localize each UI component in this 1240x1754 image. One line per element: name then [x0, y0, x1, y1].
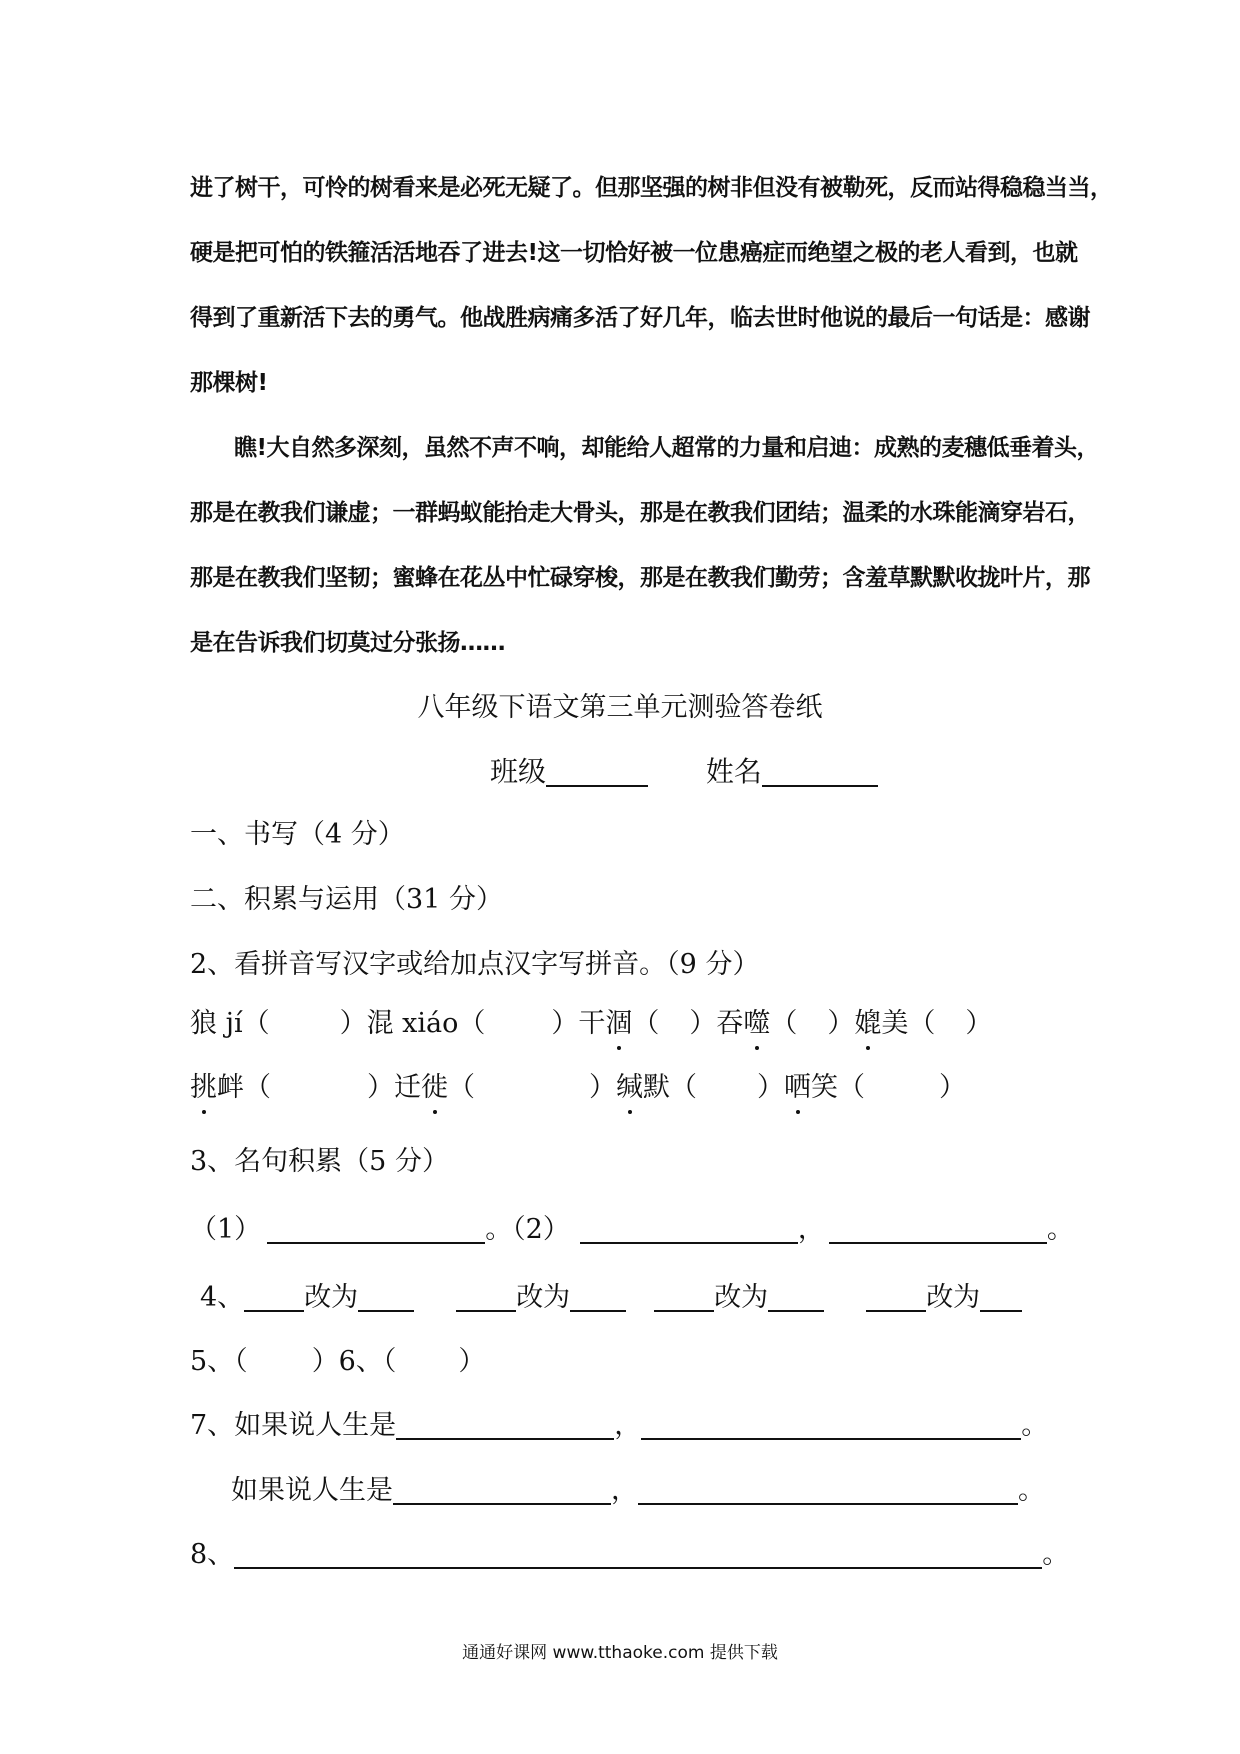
sheet-title: 八年级下语文第三单元测验答卷纸 — [417, 692, 823, 723]
question-7-row-1: 7、如果说人生是 ， 。 — [190, 1410, 1049, 1441]
passage-line: 是在告诉我们切莫过分张扬…… — [190, 630, 505, 656]
answer-blank[interactable] — [570, 1280, 626, 1312]
question-2-heading: 二、积累与运用（31 分） — [190, 884, 503, 915]
passage-line: 硬是把可怕的铁箍活活地吞了进去!这一切恰好被一位患癌症而绝望之极的老人看到，也就 — [190, 240, 1078, 266]
answer-blank[interactable] — [580, 1212, 798, 1244]
pinyin-row-1: 狼 jí（ ）混 xiáo（ ）干涸（ ）吞噬（ ）媲美（ ） — [190, 1004, 992, 1044]
class-name-row — [490, 752, 878, 792]
question-5-6-row: 5、（ ）6、（ ） — [190, 1346, 486, 1377]
passage-line: 进了树干，可怜的树看来是必死无疑了。但那坚强的树非但没有被勒死，反而站得稳稳当当， — [190, 175, 1113, 201]
name-blank[interactable] — [762, 755, 878, 787]
answer-blank[interactable] — [244, 1280, 304, 1312]
answer-blank[interactable] — [829, 1212, 1047, 1244]
reading-passage — [190, 156, 1113, 676]
passage-line: 得到了重新活下去的勇气。他战胜病痛多活了好几年，临去世时他说的最后一句话是：感谢 — [190, 305, 1090, 331]
question-1-heading: 一、书写（4 分） — [190, 819, 405, 850]
answer-blank[interactable] — [393, 1473, 611, 1505]
answer-blank[interactable] — [980, 1280, 1022, 1312]
passage-line: 瞧!大自然多深刻，虽然不声不响，却能给人超常的力量和启迪：成熟的麦穗低垂着头， — [234, 435, 1099, 461]
answer-blank[interactable] — [234, 1537, 1042, 1569]
name-label: 姓名 — [705, 755, 762, 788]
answer-blank[interactable] — [768, 1280, 824, 1312]
page-footer: 通通好课网 www.tthaoke.com 提供下载 — [462, 1643, 778, 1663]
question-4-row: 4、 改为 改为 改为 改为 — [200, 1278, 1022, 1318]
answer-blank[interactable] — [866, 1280, 926, 1312]
passage-line: 那棵树! — [190, 370, 268, 396]
question-7-row-2: 如果说人生是 ， 。 — [231, 1475, 1045, 1506]
question-2-1: 2、看拼音写汉字或给加点汉字写拼音。（9 分） — [190, 949, 760, 980]
question-8-row: 8、 。 — [190, 1539, 1070, 1570]
passage-line: 那是在教我们谦虚；一群蚂蚁能抬走大骨头，那是在教我们团结；温柔的水珠能滴穿岩石， — [190, 500, 1090, 526]
question-3-heading: 3、名句积累（5 分） — [190, 1146, 449, 1177]
answer-blank[interactable] — [456, 1280, 516, 1312]
answer-blank[interactable] — [641, 1408, 1021, 1440]
answer-blank[interactable] — [638, 1473, 1018, 1505]
quotation-answer-row: （1） 。（2） ， 。 — [190, 1214, 1074, 1245]
class-label: 班级 — [490, 755, 547, 788]
passage-line: 那是在教我们坚韧；蜜蜂在花丛中忙碌穿梭，那是在教我们勤劳；含羞草默默收拢叶片，那 — [190, 565, 1090, 591]
answer-blank[interactable] — [654, 1280, 714, 1312]
answer-blank[interactable] — [358, 1280, 414, 1312]
answer-blank[interactable] — [396, 1408, 614, 1440]
class-blank[interactable] — [546, 755, 648, 787]
answer-blank[interactable] — [267, 1212, 485, 1244]
pinyin-row-2: 挑衅（ ）迁徙（ ）缄默（ ）哂笑（ ） — [190, 1068, 966, 1108]
